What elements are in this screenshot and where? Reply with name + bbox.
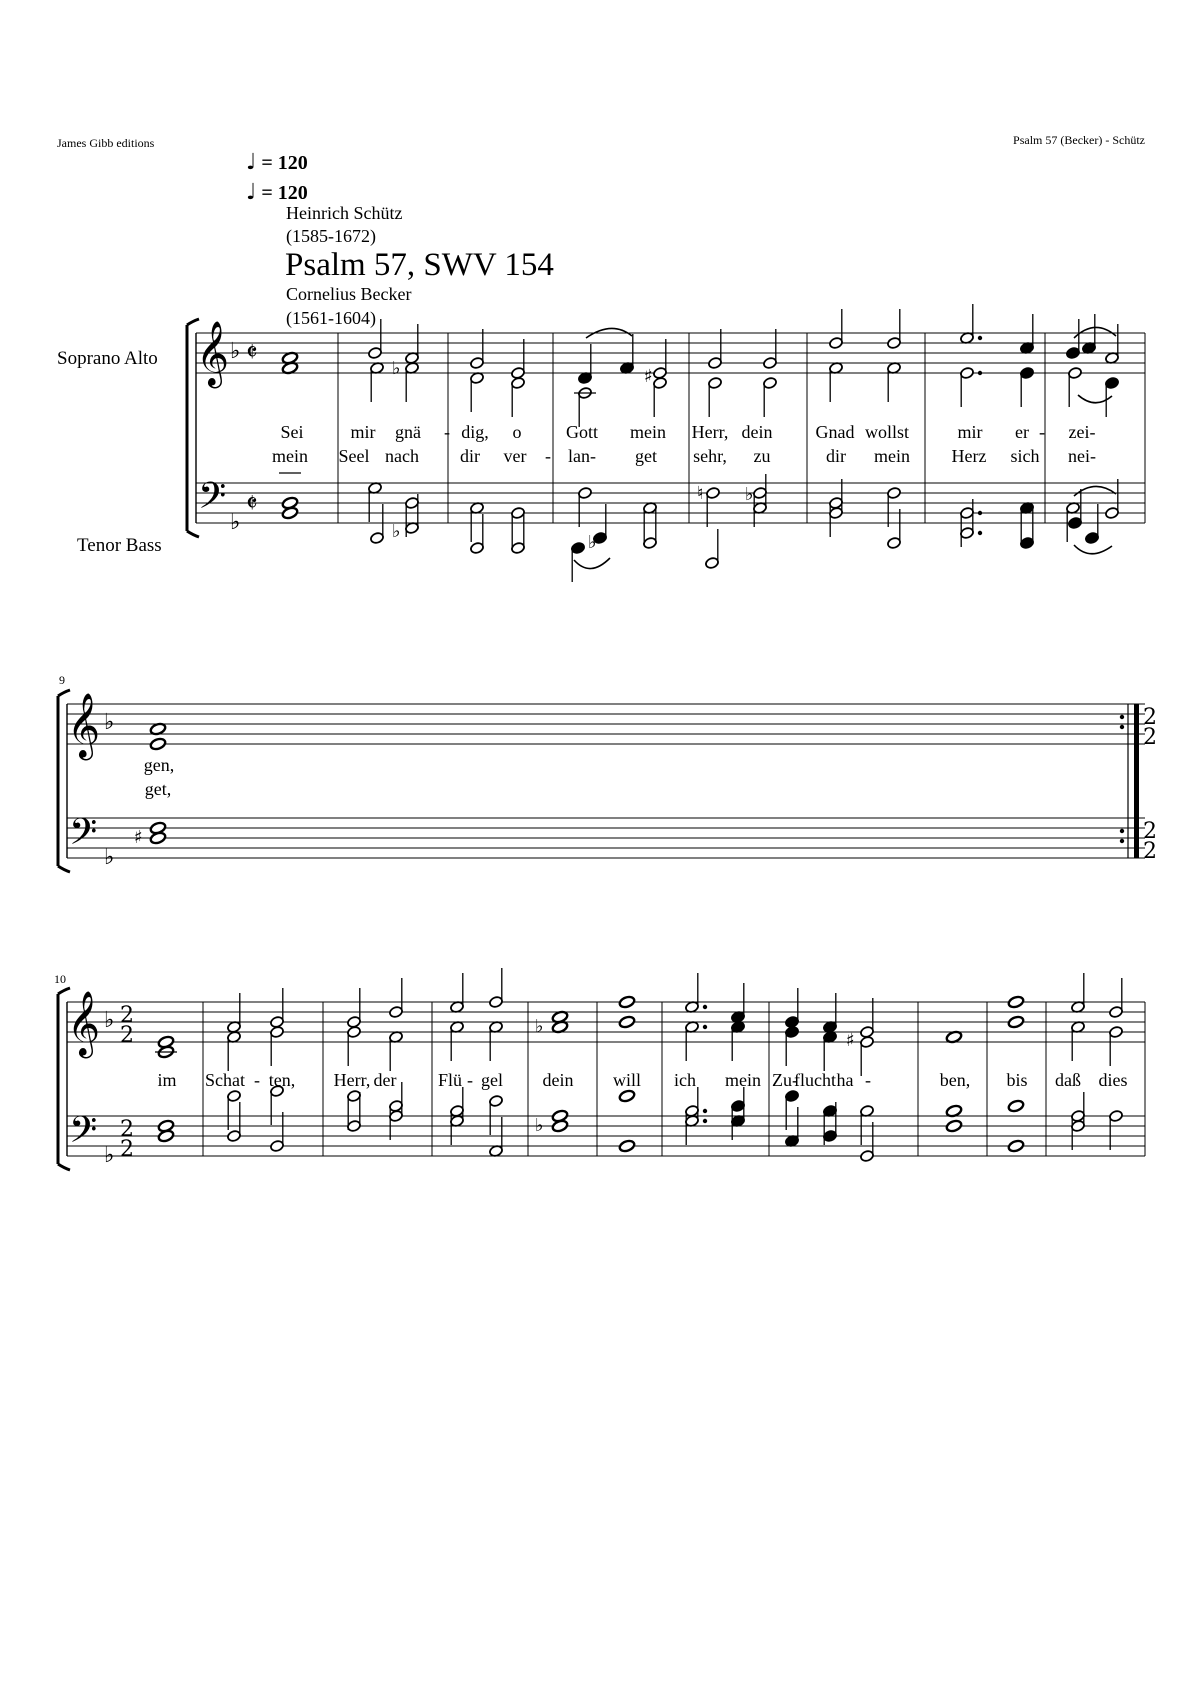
lyric-syllable: er [1015, 422, 1029, 442]
bass-clef-icon: 𝄢 [198, 475, 227, 526]
notehead [618, 995, 635, 1009]
time-signature-denominator: 2 [120, 1137, 134, 1162]
augmentation-dot [1120, 725, 1124, 729]
final-repeat-barline [1134, 704, 1139, 858]
lyric-syllable: will [612, 1070, 642, 1090]
lyric-syllable: - [467, 1070, 473, 1090]
flat-key-signature-icon: ♭ [104, 845, 115, 870]
slur [574, 558, 610, 569]
time-signature-numerator: 2 [1143, 705, 1157, 730]
tempo-value: = 120 [261, 182, 308, 204]
lyric-syllable: ich [674, 1070, 696, 1090]
sharp-accidental-icon: ♯ [846, 1030, 855, 1051]
notehead [945, 1119, 962, 1133]
cut-time-icon: 𝄵 [246, 489, 258, 519]
lyric-syllable: - [1039, 422, 1045, 442]
lyric-syllable: Herr, [691, 422, 729, 442]
flat-accidental-icon: ♭ [392, 358, 401, 379]
notehead [618, 1089, 635, 1103]
notehead [1007, 1099, 1024, 1113]
lyric-syllable: ten, [268, 1070, 296, 1090]
measure-number: 10 [54, 972, 66, 986]
lyric-syllable: bis [1006, 1070, 1028, 1090]
staff-label-lower: Tenor Bass [77, 535, 162, 556]
notehead [618, 1015, 635, 1029]
lyric-syllable: get [635, 446, 657, 466]
lyric-syllable: mir [350, 422, 376, 442]
tempo-value: = 120 [261, 152, 308, 174]
augmentation-dot [703, 1005, 707, 1009]
notehead [1007, 995, 1024, 1009]
cut-time-icon: 𝄵 [246, 338, 258, 368]
lyric-syllable: ha [836, 1070, 854, 1090]
lyric-syllable: Zu- [772, 1070, 798, 1090]
poet-name: Cornelius Becker [286, 284, 412, 304]
lyric-syllable: Herz [951, 446, 987, 466]
lyric-syllable: mein [725, 1070, 761, 1090]
lyric-syllable: dein [542, 1070, 574, 1090]
lyric-syllable: gen, [143, 755, 175, 775]
composer-name: Heinrich Schütz [286, 203, 403, 223]
lyric-syllable: ben, [939, 1070, 971, 1090]
composer-dates: (1585-1672) [286, 226, 376, 246]
staff-label-upper: Soprano Alto [57, 348, 158, 369]
lyric-syllable: zu [753, 446, 771, 466]
lyric-syllable: im [157, 1070, 177, 1090]
lyric-syllable: ver [503, 446, 527, 466]
augmentation-dot [1120, 829, 1124, 833]
treble-clef-icon: 𝄞 [67, 693, 101, 758]
augmentation-dot [1120, 715, 1124, 719]
augmentation-dot [703, 1119, 707, 1123]
lyric-syllable: - [254, 1070, 260, 1090]
lyric-syllable: Gnad [815, 422, 855, 442]
quarter-note-icon: ♩ [246, 150, 257, 175]
lyric-syllable: sich [1010, 446, 1040, 466]
flat-accidental-icon: ♭ [535, 1115, 544, 1136]
notehead [618, 1139, 635, 1153]
flat-key-signature-icon: ♭ [104, 1143, 115, 1168]
notehead [1007, 1139, 1024, 1153]
lyric-syllable: lan- [568, 446, 596, 466]
lyric-syllable: mein [874, 446, 910, 466]
flat-accidental-icon: ♭ [588, 532, 597, 553]
lyric-syllable: flucht [794, 1070, 836, 1090]
treble-clef-icon: 𝄞 [67, 991, 101, 1056]
lyric-syllable: wollst [864, 422, 910, 442]
sharp-accidental-icon: ♯ [134, 827, 143, 848]
lyric-syllable: o [512, 422, 522, 442]
lyric-syllable: dig, [461, 422, 489, 442]
flat-key-signature-icon: ♭ [104, 1008, 115, 1033]
augmentation-dot [978, 531, 982, 535]
time-signature-numerator: 2 [120, 1117, 134, 1142]
lyric-syllable: mein [272, 446, 308, 466]
lyric-syllable: dies [1098, 1070, 1128, 1090]
treble-clef-icon: 𝄞 [196, 321, 230, 386]
lyric-syllable: Seel [338, 446, 370, 466]
lyric-syllable: - [545, 446, 551, 466]
time-signature-numerator: 2 [120, 1003, 134, 1028]
quarter-note-icon: ♩ [246, 180, 257, 205]
lyric-syllable: gnä [395, 422, 421, 442]
lyric-syllable: dein [741, 422, 773, 442]
flat-accidental-icon: ♭ [392, 521, 401, 542]
slur [1074, 545, 1112, 554]
lyric-syllable: nach [385, 446, 419, 466]
lyric-syllable: Schat [205, 1070, 245, 1090]
lyric-syllable: der [373, 1070, 397, 1090]
bass-clef-icon: 𝄢 [69, 1109, 98, 1160]
bass-clef-icon: 𝄢 [69, 811, 98, 862]
lyric-syllable: Sei [280, 422, 304, 442]
time-signature-denominator: 2 [1143, 839, 1157, 864]
time-signature-denominator: 2 [120, 1023, 134, 1048]
notehead [149, 737, 166, 751]
flat-accidental-icon: ♭ [745, 484, 754, 505]
flat-key-signature-icon: ♭ [230, 510, 241, 535]
lyric-syllable: get, [144, 779, 172, 799]
time-signature-denominator: 2 [1143, 725, 1157, 750]
publisher-header: James Gibb editions [57, 136, 155, 150]
lyric-syllable: daß [1055, 1070, 1081, 1090]
poet-dates: (1561-1604) [286, 308, 376, 328]
sharp-accidental-icon: ♯ [644, 366, 653, 387]
piece-header: Psalm 57 (Becker) - Schütz [1013, 133, 1145, 147]
augmentation-dot [978, 336, 982, 340]
lyric-syllable: Herr, [333, 1070, 371, 1090]
flat-key-signature-icon: ♭ [104, 710, 115, 735]
lyric-syllable: Gott [565, 422, 599, 442]
natural-accidental-icon: ♮ [697, 483, 704, 504]
lyric-syllable: nei- [1068, 446, 1096, 466]
slur [1078, 395, 1112, 403]
augmentation-dot [978, 371, 982, 375]
augmentation-dot [703, 1025, 707, 1029]
lyric-syllable: mir [957, 422, 983, 442]
lyric-syllable: mein [630, 422, 666, 442]
lyric-syllable: dir [460, 446, 480, 466]
measure-number: 9 [59, 673, 65, 687]
page-title: Psalm 57, SWV 154 [285, 247, 554, 283]
augmentation-dot [978, 511, 982, 515]
lyric-syllable: zei- [1068, 422, 1096, 442]
flat-key-signature-icon: ♭ [230, 339, 241, 364]
lyric-syllable: - [865, 1070, 871, 1090]
notehead [1007, 1015, 1024, 1029]
augmentation-dot [703, 1109, 707, 1113]
lyric-syllable: - [444, 422, 450, 442]
time-signature-numerator: 2 [1143, 819, 1157, 844]
augmentation-dot [1120, 839, 1124, 843]
lyric-syllable: sehr, [693, 446, 727, 466]
flat-accidental-icon: ♭ [535, 1016, 544, 1037]
lyric-syllable: dir [826, 446, 846, 466]
lyric-syllable: gel [481, 1070, 503, 1090]
lyric-syllable: Flü [437, 1070, 463, 1090]
